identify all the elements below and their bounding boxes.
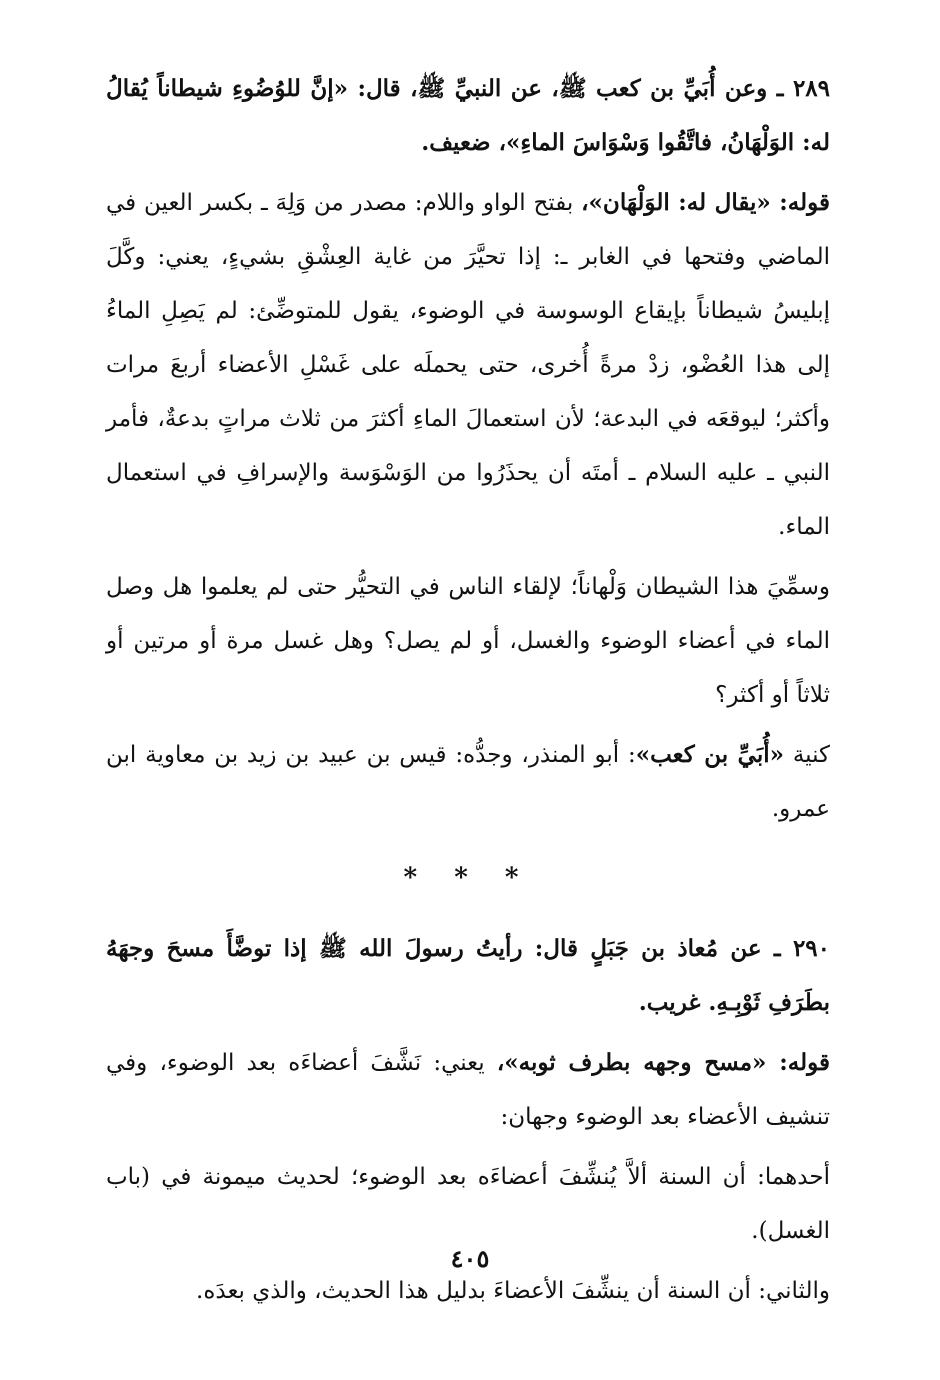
commentary-290-lead: قوله: «مسح وجهه بطرف ثوبه»، — [496, 1049, 830, 1076]
commentary-289-lead: قوله: «يقال له: الوَلْهَان»، — [581, 189, 830, 216]
hadith-290 — [106, 922, 830, 1030]
section-separator: * * * — [403, 863, 533, 893]
commentary-290-text: يعني: نَشَّفَ أعضاءَه بعد الوضوء، وفي تنشيف الأعضاء بعد الوضوء وجهان: — [106, 1050, 830, 1130]
naming-paragraph-text: وسمِّيَ هذا الشيطان وَلْهاناً؛ لإلقاء الناس في التحيُّر حتى لم يعلموا هل وصل الماء في أعضاء الوضوء والغسل، أو لم يصل؟ وهل غسل مرة أو مرتين أو ثلاثاً أو أكثر؟ — [106, 574, 830, 708]
hadith-289 — [106, 62, 830, 170]
kunya-prefix: كنية — [784, 742, 830, 768]
first-view — [106, 1150, 830, 1258]
commentary-289-text: بفتح الواو واللام: مصدر من وَلِهَ ـ بكسر العين في الماضي وفتحها في الغابر ـ: إذا تحيَّرَ من غاية العِشْقِ بشيءٍ، يعني: وكَّلَ إبليسُ شيطاناً بإيقاع الوسوسة في الوضوء، يقول للمتوضِّئ: لم يَصِلِ الماءُ إلى هذا العُضْو، زدْ مرةً أُخرى، حتى يحملَه على غَسْلِ الأعضاء أربعَ مرات وأكثر؛ ليوقعَه في البدعة؛ لأن استعمالَ الماءِ أكثرَ من ثلاث مراتٍ بدعةٌ، فأمر النبي ـ عليه السلام ـ أمتَه أن يحذَرُوا من الوَسْوَسة والإسرافِ في استعمال الماء. — [106, 190, 830, 540]
second-view-text: والثاني: أن السنة أن ينشِّفَ الأعضاءَ بدليل هذا الحديث، والذي بعدَه. — [196, 1278, 830, 1304]
hadith-290-text: ٢٩٠ ـ عن مُعاذ بن جَبَلٍ قال: رأيتُ رسولَ الله ﷺ إذا توضَّأَ مسحَ وجهَهُ بطَرَفِ ثَوْبِـهِ. غريب. — [106, 935, 830, 1016]
page-body — [106, 62, 830, 1324]
commentary-290 — [106, 1036, 830, 1144]
naming-paragraph — [106, 560, 830, 722]
kunya-text: : أبو المنذر، وجدُّه: قيس بن عبيد بن زيد بن معاوية ابن عمرو. — [106, 742, 830, 822]
page-number: ٤٠٥ — [450, 1244, 490, 1273]
kunya-lead: «أُبَيِّ بن كعب» — [635, 741, 784, 768]
hadith-289-text: ٢٨٩ ـ وعن أُبَيِّ بن كعب ﷺ، عن النبيِّ ﷺ، قال: «إنَّ للوُضُوءِ شيطاناً يُقالُ له: الوَلْهَانُ، فاتَّقُوا وَسْوَاسَ الماءِ»، ضعيف. — [106, 75, 830, 156]
commentary-289 — [106, 176, 830, 554]
first-view-text: أحدهما: أن السنة ألاَّ يُنشِّفَ أعضاءَه بعد الوضوء؛ لحديث ميمونة في (باب الغسل). — [106, 1164, 830, 1244]
kunya-paragraph — [106, 728, 830, 836]
